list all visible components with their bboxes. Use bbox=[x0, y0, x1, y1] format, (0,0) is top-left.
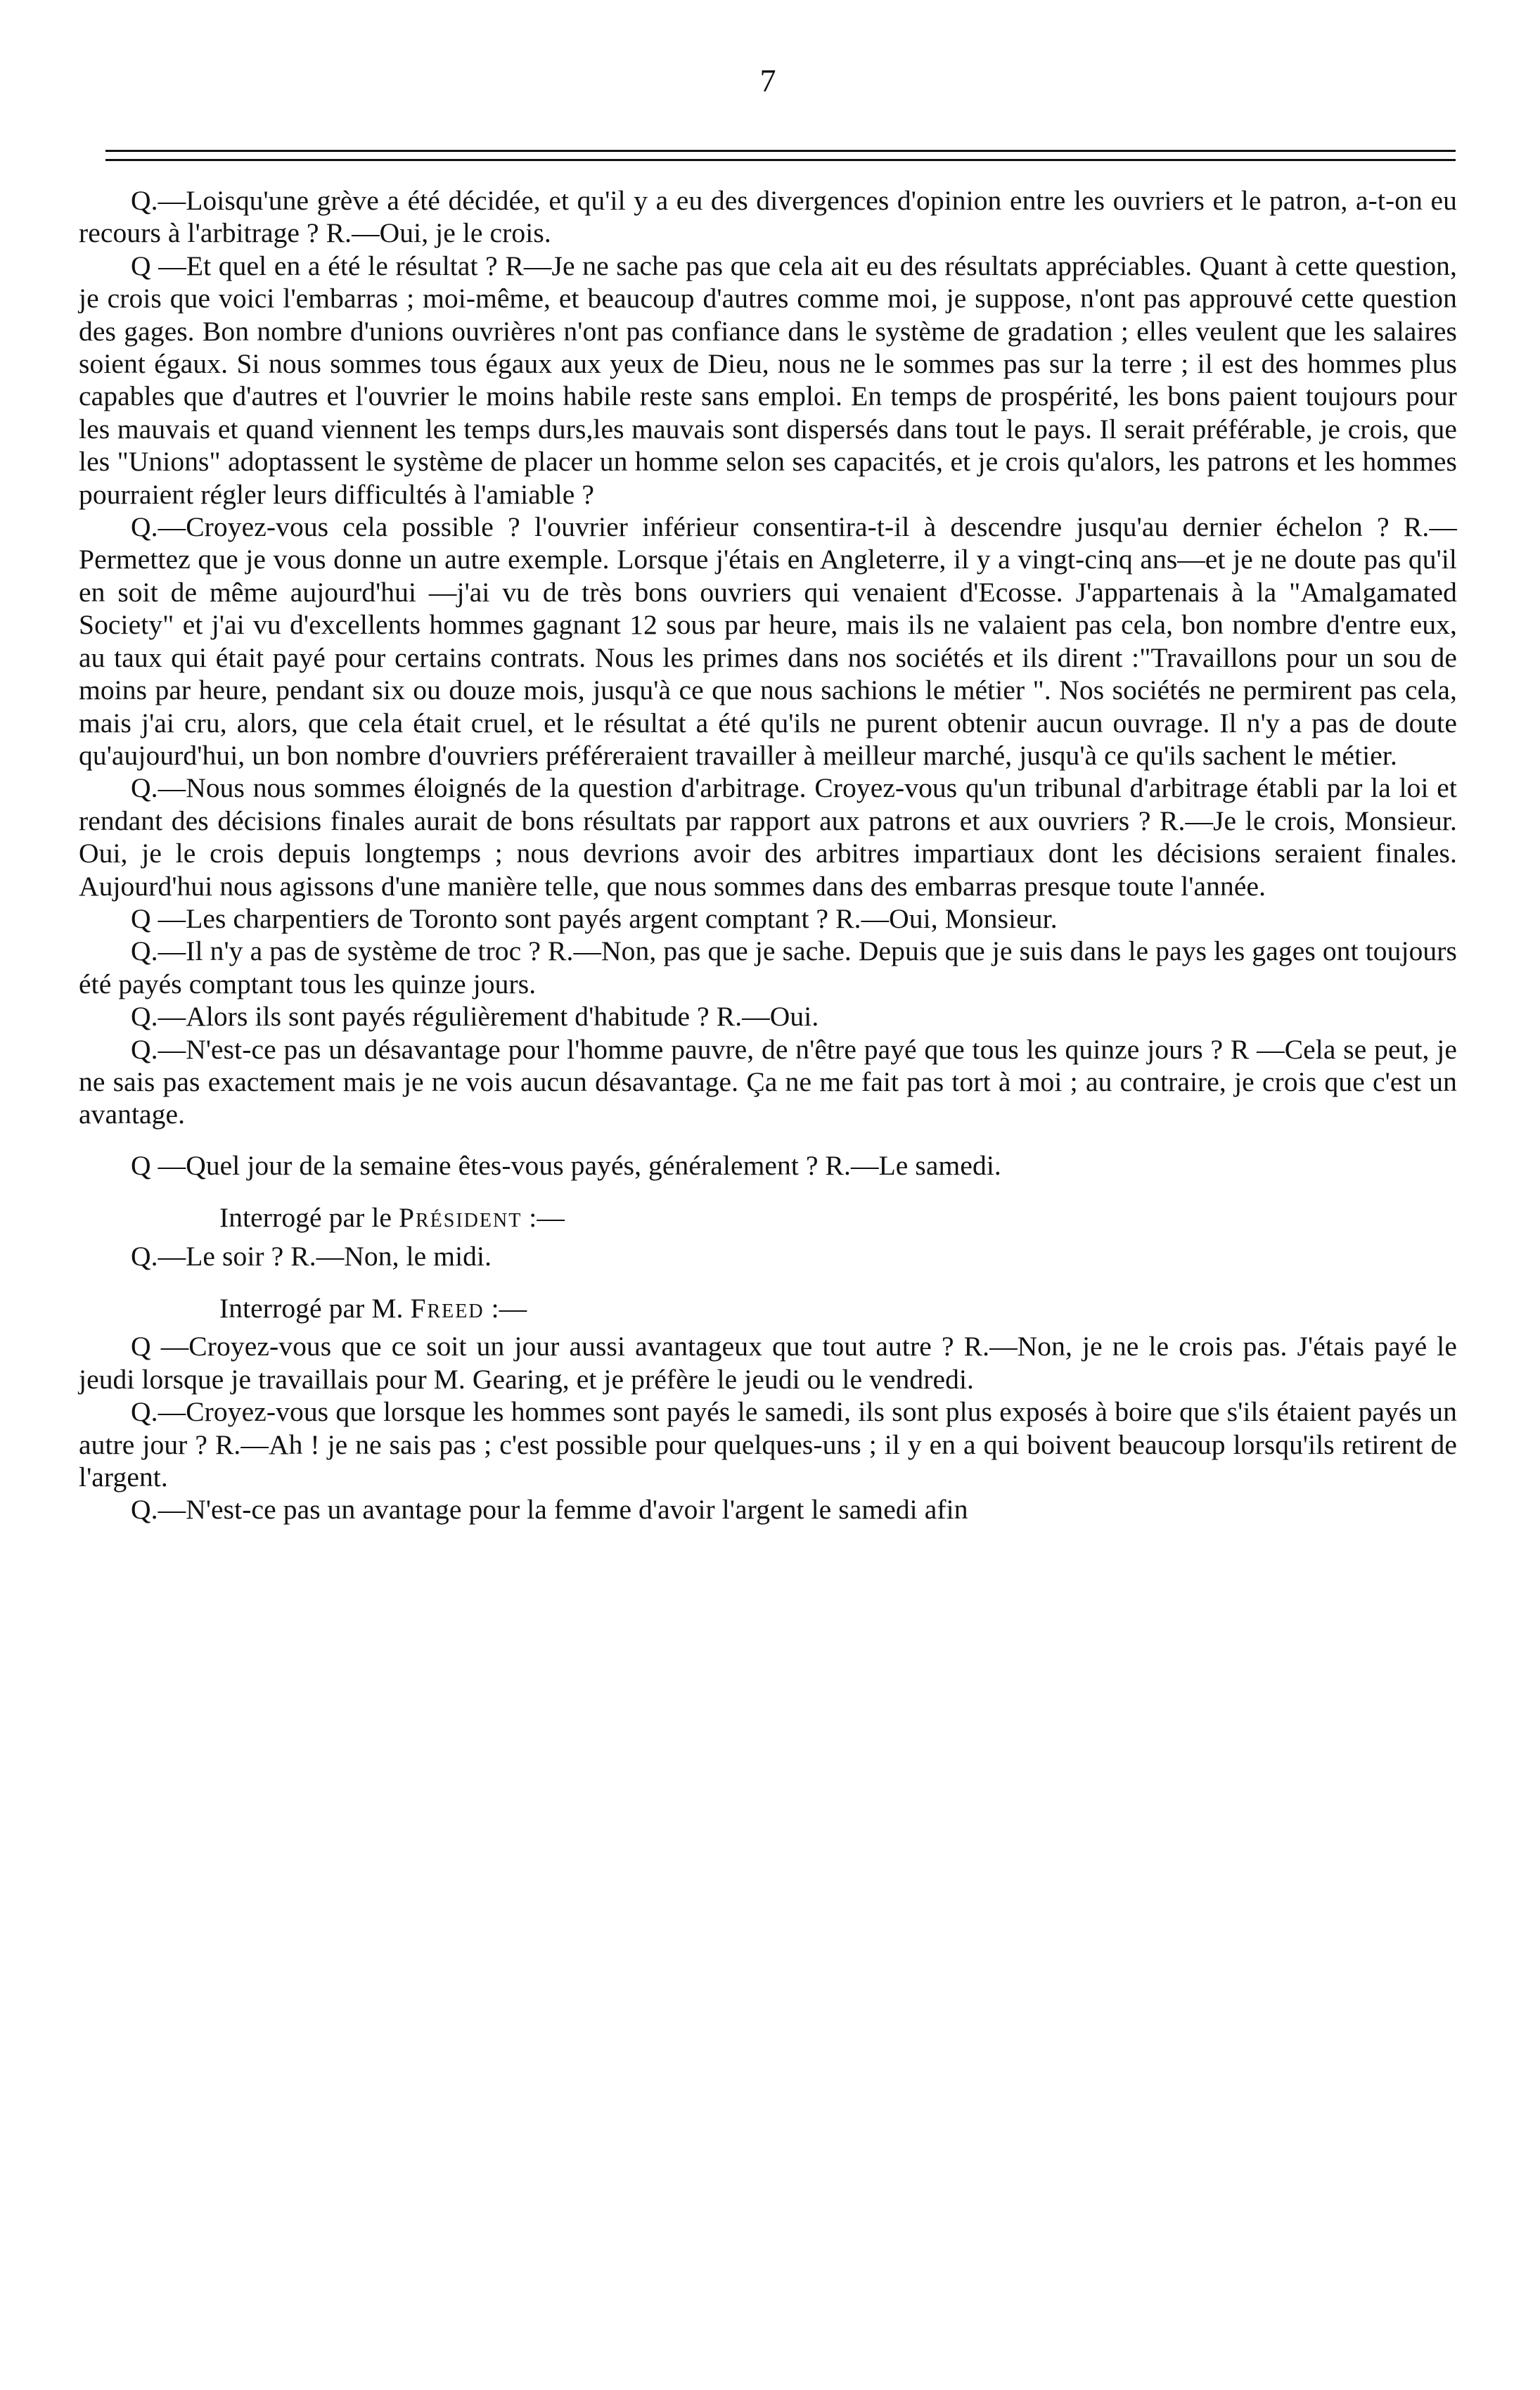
paragraph: Q.—Loisqu'une grève a été décidée, et qu'il y a eu des divergences d'opinion entre les ouvriers et le patron, a-t-on eu recours à l'arbitrage ? R.—Oui, je le crois. bbox=[79, 185, 1457, 249]
page-number: 7 bbox=[759, 63, 776, 98]
heading-name: Freed bbox=[410, 1293, 485, 1324]
paragraph: Q —Croyez-vous que ce soit un jour aussi avantageux que tout autre ? R.—Non, je ne le crois pas. J'étais payé le jeudi lorsque je travaillais pour M. Gearing, et je préfère le jeudi ou le vendredi. bbox=[79, 1331, 1457, 1395]
heading-suffix: :— bbox=[484, 1293, 527, 1324]
paragraph: Q.—Alors ils sont payés régulièrement d'habitude ? R.—Oui. bbox=[131, 1001, 819, 1033]
paragraph: Q.—N'est-ce pas un avantage pour la femme d'avoir l'argent le samedi afin bbox=[131, 1494, 968, 1526]
heading-suffix: :— bbox=[522, 1202, 565, 1234]
paragraph: Q —Quel jour de la semaine êtes-vous payés, généralement ? R.—Le samedi. bbox=[131, 1149, 1001, 1181]
paragraph: Q.—Croyez-vous cela possible ? l'ouvrier inférieur consentira-t-il à descendre jusqu'au dernier échelon ? R.—Permettez que je vous donne un autre exemple. Lorsque j'étais en Angleterre, il y a vingt-cinq ans—et je ne doute pas qu'il en soit de même aujourd'hui —j'ai vu de très bons ouvriers qui venaient d'Ecosse. J'appartenais à la "Amalgamated Society" et j'ai vu d'excellents hommes gagnant 12 sous par heure, mais ils ne valaient pas cela, bon nombre d'entre eux, au taux qui était payé pour certains contrats. Nous les primes dans nos sociétés et ils dirent :"Travaillons pour un sou de moins par heure, pendant six ou douze mois, jusqu'à ce que nous sachions le métier ". Nos sociétés ne permirent pas cela, mais j'ai cru, alors, que cela était cruel, et le résultat a été qu'ils ne purent obtenir aucun ouvrage. Il n'y a pas de doute qu'aujourd'hui, un bon nombre d'ouvriers préféreraient travailler à meilleur marché, jusqu'à ce qu'ils sachent le métier. bbox=[79, 511, 1457, 771]
paragraph: Q.—Croyez-vous que lorsque les hommes sont payés le samedi, ils sont plus exposés à boire que s'ils étaient payés un autre jour ? R.—Ah ! je ne sais pas ; c'est possible pour quelques-uns ; il y en a qui boivent beaucoup lorsqu'ils retirent de l'argent. bbox=[79, 1396, 1457, 1493]
paragraph: Q —Les charpentiers de Toronto sont payés argent comptant ? R.—Oui, Monsieur. bbox=[131, 902, 1058, 934]
paragraph: Q.—N'est-ce pas un désavantage pour l'homme pauvre, de n'être payé que tous les quinze jours ? R —Cela se peut, je ne sais pas exactement mais je ne vois aucun désavantage. Ça ne me fait pas tort à moi ; au contraire, je crois que c'est un avantage. bbox=[79, 1033, 1457, 1130]
body-text bbox=[79, 184, 1457, 1526]
heading-prefix: Interrogé par M. bbox=[219, 1293, 411, 1324]
header-rule-top bbox=[105, 150, 1456, 152]
paragraph: Q.—Il n'y a pas de système de troc ? R.—Non, pas que je sache. Depuis que je suis dans le pays les gages ont toujours été payés comptant tous les quinze jours. bbox=[79, 935, 1457, 999]
header-rule-bottom bbox=[105, 159, 1456, 161]
heading-name: Président bbox=[399, 1202, 522, 1234]
examiner-heading-president bbox=[79, 1201, 1457, 1234]
paragraph: Q.—Nous nous sommes éloignés de la question d'arbitrage. Croyez-vous qu'un tribunal d'arbitrage établi par la loi et rendant des décisions finales aurait de bons résultats par rapport aux patrons et aux ouvriers ? R.—Je le crois, Monsieur. Oui, je le crois depuis longtemps ; nous devrions avoir des arbitres impartiaux dont les décisions seraient finales. Aujourd'hui nous agissons d'une manière telle, que nous sommes dans des embarras presque toute l'année. bbox=[79, 772, 1457, 902]
heading-prefix: Interrogé par le bbox=[219, 1202, 399, 1234]
paragraph: Q.—Le soir ? R.—Non, le midi. bbox=[131, 1240, 492, 1272]
examiner-heading-freed bbox=[79, 1292, 1457, 1324]
paragraph: Q —Et quel en a été le résultat ? R—Je ne sache pas que cela ait eu des résultats appréciables. Quant à cette question, je crois que voici l'embarras ; moi-même, et beaucoup d'autres comme moi, je suppose, n'ont pas approuvé cette question des gages. Bon nombre d'unions ouvrières n'ont pas confiance dans le système de gradation ; elles veulent que les salaires soient égaux. Si nous sommes tous égaux aux yeux de Dieu, nous ne le sommes pas sur la terre ; il est des hommes plus capables que d'autres et l'ouvrier le moins habile reste sans emploi. En temps de prospérité, les bons paient toujours pour les mauvais et quand viennent les temps durs,les mauvais sont dispersés dans tout le pays. Il serait préférable, je crois, que les "Unions" adoptassent le système de placer un homme selon ses capacités, et je crois qu'alors, les patrons et les hommes pourraient régler leurs difficultés à l'amiable ? bbox=[79, 250, 1457, 510]
